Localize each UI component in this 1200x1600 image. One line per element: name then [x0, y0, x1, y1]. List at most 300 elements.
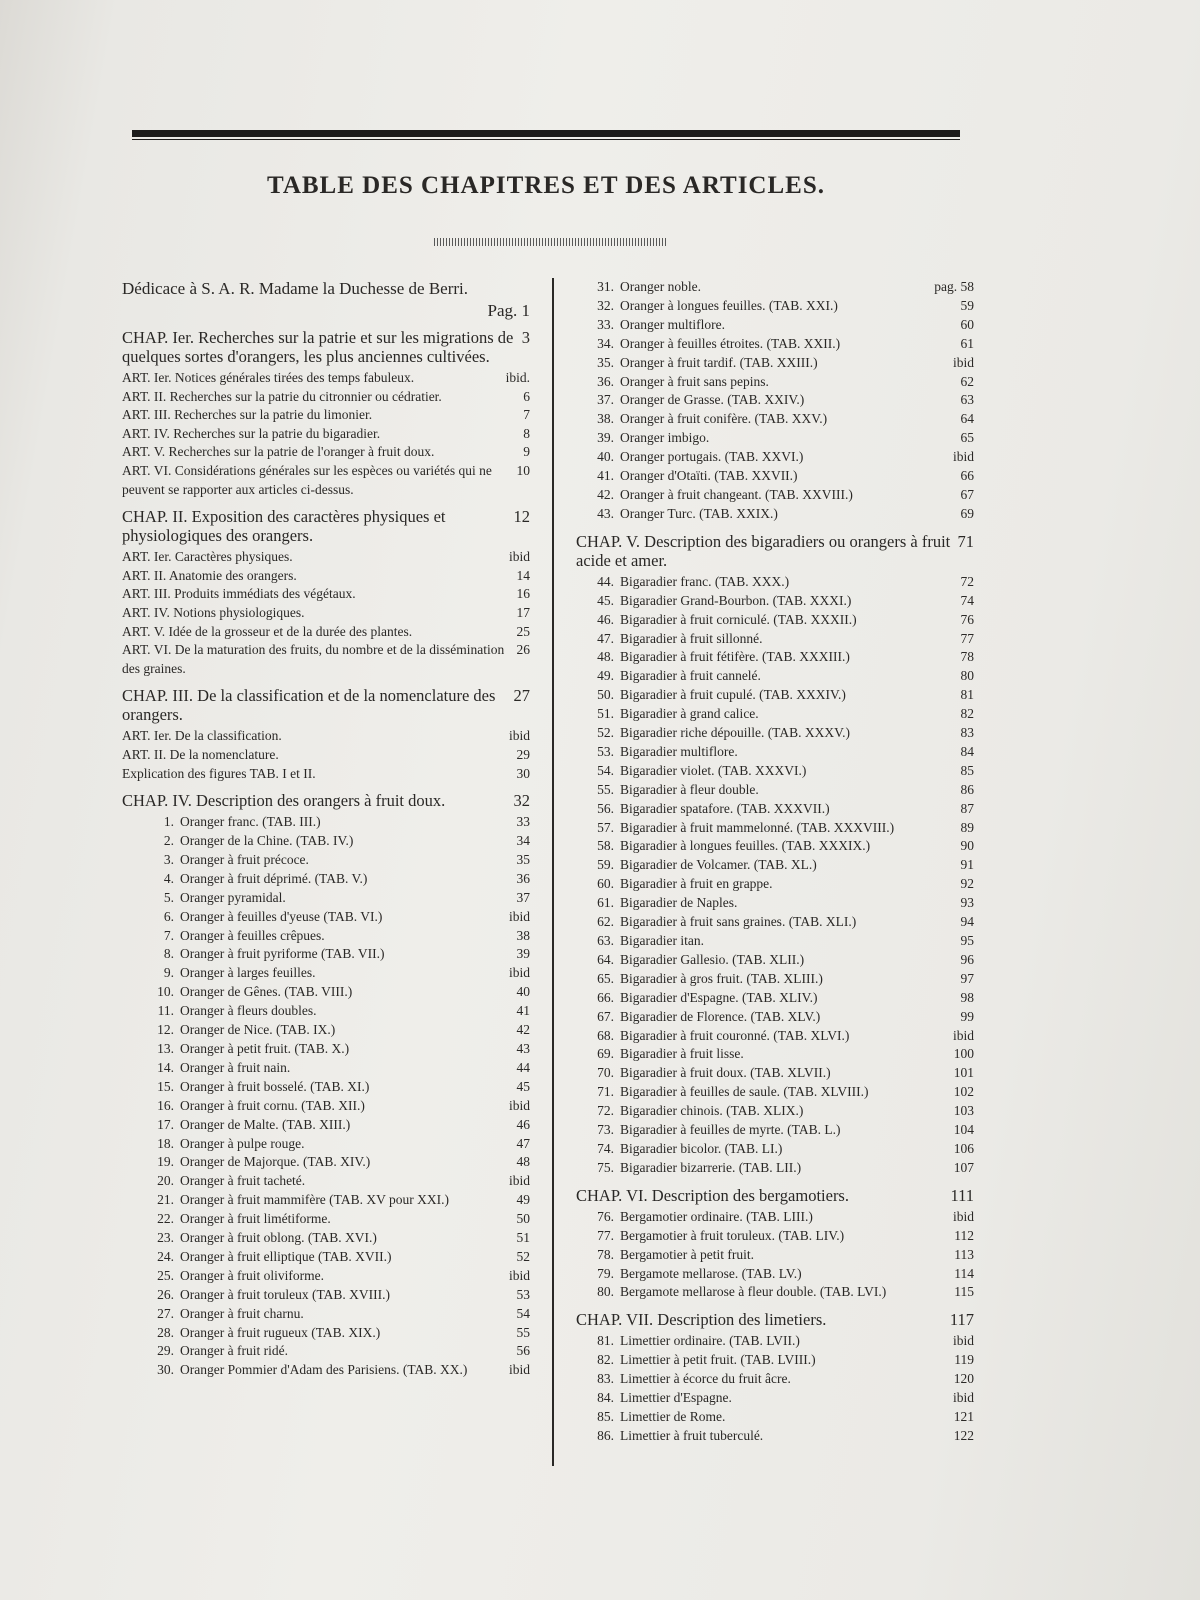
- list-item: [576, 1283, 974, 1302]
- entry-number: 8.: [163, 946, 174, 962]
- entry-number: 61.: [597, 895, 614, 911]
- entry-text: Bigaradier à longues feuilles. (TAB. XXXIX.): [620, 838, 871, 854]
- article-entry: [122, 641, 530, 678]
- entry-number: 17.: [157, 1116, 174, 1132]
- entry-page: 55: [516, 1324, 530, 1340]
- entry-number: 73.: [597, 1122, 614, 1138]
- entry-page: ibid: [508, 908, 530, 924]
- entry-number: 74.: [597, 1140, 614, 1156]
- list-item: [576, 410, 974, 429]
- article-entry-page: 7: [523, 407, 530, 423]
- entry-text: Oranger à fruit déprimé. (TAB. V.): [180, 870, 368, 886]
- article-entry: [122, 443, 530, 462]
- article-entry-page: 30: [516, 765, 530, 781]
- entry-text: Bigaradier itan.: [620, 933, 704, 948]
- entry-text: Bergamotier ordinaire. (TAB. LIII.): [620, 1208, 813, 1224]
- entry-number: 31.: [597, 279, 614, 294]
- entry-text: Oranger franc. (TAB. III.): [180, 814, 321, 830]
- entry-number: 33.: [597, 316, 614, 332]
- dedicace-page: Pag. 1: [487, 301, 530, 320]
- chap6-entries: [576, 1208, 974, 1303]
- entry-text: Bigaradier à fruit corniculé. (TAB. XXXII.): [620, 611, 857, 627]
- entry-number: 35.: [597, 354, 614, 370]
- chapter-heading: [122, 686, 530, 724]
- list-item: [576, 611, 974, 630]
- entry-text: Oranger de Malte. (TAB. XIII.): [180, 1116, 351, 1132]
- entry-page: 85: [960, 762, 974, 778]
- entry-number: 38.: [597, 411, 614, 427]
- entry-number: 16.: [157, 1097, 174, 1113]
- entry-page: ibid: [952, 1208, 974, 1224]
- list-item: [576, 391, 974, 410]
- entry-number: 82.: [597, 1352, 614, 1368]
- entry-page: 104: [953, 1122, 974, 1138]
- entry-text: Oranger à fruit limétiforme.: [180, 1211, 331, 1227]
- entry-page: 34: [516, 833, 530, 848]
- entry-page: 120: [953, 1371, 974, 1387]
- entry-page: 37: [516, 889, 530, 905]
- entry-page: 102: [953, 1084, 974, 1100]
- article-entry: [122, 746, 530, 765]
- chap5-page: 71: [957, 531, 974, 551]
- entry-number: 79.: [597, 1265, 614, 1281]
- list-item: [576, 467, 974, 486]
- entry-number: 68.: [597, 1027, 614, 1043]
- list-item: [576, 913, 974, 932]
- entry-number: 45.: [597, 592, 614, 608]
- chapter-heading-text: CHAP. Ier. Recherches sur la patrie et sur les migrations de quelques sortes d'orangers, les plus anciennes cultivées.: [122, 328, 514, 366]
- chapter-heading-page: 3: [521, 328, 530, 347]
- list-item: [136, 1021, 530, 1040]
- article-entry-page: 9: [523, 444, 530, 460]
- entry-page: 56: [516, 1343, 530, 1359]
- entry-text: Oranger d'Otaïti. (TAB. XXVII.): [620, 468, 798, 484]
- list-item: [136, 1097, 530, 1116]
- entry-page: 76: [960, 611, 974, 627]
- entry-number: 84.: [597, 1390, 614, 1406]
- chap7-page: 117: [949, 1310, 974, 1330]
- entry-page: ibid: [952, 1390, 974, 1406]
- list-item: [576, 1208, 974, 1227]
- entry-text: Oranger pyramidal.: [180, 889, 286, 905]
- entry-text: Limettier ordinaire. (TAB. LVII.): [620, 1333, 800, 1349]
- chapter-heading: [122, 791, 530, 810]
- list-item: [576, 894, 974, 913]
- entry-text: Oranger à fruit elliptique (TAB. XVII.): [180, 1248, 392, 1264]
- entry-text: Bigaradier à fruit sans graines. (TAB. XLI.): [620, 914, 857, 930]
- list-item: [136, 927, 530, 946]
- list-item: [576, 1121, 974, 1140]
- entry-text: Oranger Pommier d'Adam des Parisiens. (TAB. XX.): [180, 1362, 468, 1378]
- chap5-heading: [576, 532, 974, 570]
- entry-page: 78: [960, 649, 974, 665]
- page-title: TABLE DES CHAPITRES ET DES ARTICLES.: [267, 172, 825, 199]
- entry-number: 52.: [597, 725, 614, 741]
- entry-text: Oranger à fruit changeant. (TAB. XXVIII.): [620, 486, 853, 502]
- list-item: [136, 945, 530, 964]
- entry-text: Bigaradier à fruit lisse.: [620, 1046, 744, 1062]
- article-entry-page: 6: [523, 388, 530, 404]
- list-item: [576, 800, 974, 819]
- entry-number: 75.: [597, 1159, 614, 1175]
- entry-page: 91: [960, 857, 974, 873]
- article-entry-text: ART. III. Produits immédiats des végétaux.: [122, 586, 356, 602]
- list-item: [136, 1116, 530, 1135]
- entry-number: 72.: [597, 1103, 614, 1119]
- entry-number: 83.: [597, 1371, 614, 1387]
- entry-number: 26.: [157, 1286, 174, 1302]
- article-entry-page: 25: [516, 623, 530, 639]
- list-item: [576, 1102, 974, 1121]
- entry-number: 2.: [163, 833, 174, 848]
- entry-number: 60.: [597, 876, 614, 892]
- entry-page: 36: [516, 870, 530, 886]
- entry-text: Oranger à fruit oliviforme.: [180, 1267, 324, 1283]
- article-entry-page: 29: [516, 746, 530, 762]
- entry-page: 51: [516, 1230, 530, 1246]
- entry-number: 85.: [597, 1408, 614, 1424]
- entry-text: Oranger imbigo.: [620, 430, 710, 446]
- entry-number: 76.: [597, 1208, 614, 1224]
- list-item: [576, 743, 974, 762]
- list-item: [136, 1248, 530, 1267]
- entry-page: ibid: [508, 965, 530, 981]
- entry-page: 90: [960, 838, 974, 854]
- entry-text: Oranger à fruit toruleux (TAB. XVIII.): [180, 1286, 390, 1302]
- list-item: [136, 1078, 530, 1097]
- chap7-text: CHAP. VII. Description des limetiers.: [576, 1310, 827, 1330]
- top-rule-thin: [132, 139, 960, 140]
- chapter-heading-page: 32: [513, 791, 530, 811]
- entry-page: 64: [960, 411, 974, 427]
- entry-page: ibid: [952, 354, 974, 370]
- entry-number: 66.: [597, 989, 614, 1005]
- article-entry-text: ART. II. Anatomie des orangers.: [122, 567, 297, 583]
- entry-number: 28.: [157, 1324, 174, 1340]
- entry-text: Bigaradier franc. (TAB. XXX.): [620, 573, 790, 589]
- list-item: [136, 983, 530, 1002]
- entry-text: Oranger à pulpe rouge.: [180, 1135, 305, 1151]
- list-item: [576, 856, 974, 875]
- list-item: [576, 316, 974, 335]
- entry-number: 54.: [597, 762, 614, 778]
- entry-text: Oranger à fruit nain.: [180, 1059, 291, 1075]
- entry-page: 96: [960, 951, 974, 967]
- entry-number: 78.: [597, 1246, 614, 1262]
- list-item: [576, 1389, 974, 1408]
- list-item: [576, 819, 974, 838]
- article-entry-page: 8: [523, 425, 530, 441]
- list-item: [576, 686, 974, 705]
- entry-number: 13.: [157, 1040, 174, 1056]
- entry-page: 52: [516, 1248, 530, 1264]
- list-item: [136, 851, 530, 870]
- list-item: [576, 648, 974, 667]
- article-entry-text: ART. Ier. Notices générales tirées des temps fabuleux.: [122, 370, 415, 385]
- article-entry: [122, 604, 530, 623]
- entry-number: 58.: [597, 838, 614, 854]
- entry-number: 86.: [597, 1427, 614, 1443]
- entry-page: 113: [954, 1246, 974, 1262]
- entry-number: 39.: [597, 430, 614, 446]
- entry-number: 69.: [597, 1046, 614, 1062]
- entry-page: 42: [516, 1022, 530, 1038]
- entry-page: 59: [960, 297, 974, 313]
- article-entry: [122, 765, 530, 784]
- article-entry-page: 16: [516, 586, 530, 602]
- entry-number: 40.: [597, 449, 614, 465]
- entry-text: Bigaradier violet. (TAB. XXXVI.): [620, 762, 807, 778]
- article-entry-text: ART. IV. Recherches sur la patrie du bigaradier.: [122, 425, 381, 441]
- right-column: [576, 278, 974, 1446]
- list-item: [576, 1083, 974, 1102]
- entry-page: 106: [953, 1140, 974, 1156]
- entry-page: 41: [516, 1003, 530, 1019]
- list-item: [576, 448, 974, 467]
- entry-number: 48.: [597, 649, 614, 665]
- entry-page: 77: [960, 630, 974, 646]
- list-item: [576, 1408, 974, 1427]
- list-item: [576, 875, 974, 894]
- list-item: [136, 832, 530, 851]
- list-item: [576, 1008, 974, 1027]
- entry-text: Limettier de Rome.: [620, 1408, 726, 1424]
- list-item: [576, 592, 974, 611]
- chap6-page: 111: [950, 1185, 974, 1205]
- entry-text: Oranger à larges feuilles.: [180, 965, 316, 981]
- entry-page: 94: [960, 914, 974, 930]
- entry-number: 21.: [157, 1192, 174, 1208]
- entry-text: Oranger à petit fruit. (TAB. X.): [180, 1040, 350, 1056]
- article-entry: [122, 388, 530, 407]
- entry-number: 20.: [157, 1173, 174, 1189]
- entry-page: 89: [960, 819, 974, 835]
- entry-page: 48: [516, 1154, 530, 1170]
- entry-text: Bigaradier à feuilles de myrte. (TAB. L.): [620, 1122, 841, 1138]
- entry-page: 121: [953, 1408, 974, 1424]
- entry-page: 63: [960, 392, 974, 408]
- entry-page: 87: [960, 800, 974, 816]
- entry-number: 9.: [163, 965, 174, 981]
- entry-text: Bigaradier Grand-Bourbon. (TAB. XXXI.): [620, 592, 852, 608]
- article-entry-text: ART. VI. Considérations générales sur les espèces ou variétés qui ne peuvent se rapporter aux articles ci-dessus.: [122, 462, 492, 497]
- article-entry-page: 14: [516, 567, 530, 583]
- entry-text: Bigaradier de Volcamer. (TAB. XL.): [620, 857, 817, 873]
- entry-page: 40: [516, 984, 530, 1000]
- entry-page: 43: [516, 1040, 530, 1056]
- list-item: [136, 1153, 530, 1172]
- list-item: [576, 724, 974, 743]
- entry-number: 1.: [163, 814, 174, 830]
- list-item: [576, 762, 974, 781]
- list-item: [576, 705, 974, 724]
- chap6-heading: [576, 1186, 974, 1205]
- article-entry-page: ibid: [508, 549, 530, 565]
- entry-text: Oranger de Nice. (TAB. IX.): [180, 1022, 336, 1038]
- list-item: [136, 1342, 530, 1361]
- entry-text: Bigaradier à feuilles de saule. (TAB. XLVIII.): [620, 1084, 869, 1100]
- article-entry-text: Explication des figures TAB. I et II.: [122, 765, 316, 781]
- entry-page: 99: [960, 1008, 974, 1024]
- chap4-entries-continued: [576, 278, 974, 524]
- entry-page: 98: [960, 989, 974, 1005]
- entry-text: Oranger à fruit tardif. (TAB. XXIII.): [620, 354, 818, 370]
- list-item: [136, 1040, 530, 1059]
- list-item: [576, 429, 974, 448]
- article-entry-page: ibid: [508, 728, 530, 744]
- entry-number: 56.: [597, 800, 614, 816]
- article-entry-text: ART. Ier. De la classification.: [122, 728, 282, 744]
- entry-number: 46.: [597, 611, 614, 627]
- list-item: [136, 1210, 530, 1229]
- entry-page: 86: [960, 781, 974, 797]
- entry-page: 50: [516, 1211, 530, 1227]
- list-item: [576, 1140, 974, 1159]
- article-entry: [122, 369, 530, 388]
- title-ornament: [434, 238, 666, 246]
- entry-text: Bigaradier multiflore.: [620, 743, 738, 759]
- entry-text: Oranger multiflore.: [620, 316, 725, 332]
- dedicace-entry: [122, 278, 530, 322]
- entry-page: 66: [960, 468, 974, 484]
- entry-text: Limettier d'Espagne.: [620, 1390, 732, 1406]
- entry-text: Oranger à fruit oblong. (TAB. XVI.): [180, 1230, 377, 1246]
- entry-text: Bigaradier de Florence. (TAB. XLV.): [620, 1008, 821, 1024]
- article-entry-text: ART. III. Recherches sur la patrie du limonier.: [122, 407, 373, 423]
- entry-number: 57.: [597, 819, 614, 835]
- entry-number: 34.: [597, 335, 614, 351]
- entry-number: 51.: [597, 706, 614, 722]
- entry-page: ibid: [952, 449, 974, 465]
- entry-text: Bigaradier à fruit couronné. (TAB. XLVI.): [620, 1027, 850, 1043]
- entry-text: Bigaradier d'Espagne. (TAB. XLIV.): [620, 989, 818, 1005]
- entry-text: Oranger à fruit cornu. (TAB. XII.): [180, 1097, 365, 1113]
- entry-page: 83: [960, 725, 974, 741]
- list-item: [136, 1135, 530, 1154]
- entry-text: Oranger à fruit bosselé. (TAB. XI.): [180, 1078, 370, 1094]
- entry-text: Oranger à fruit sans pepins.: [620, 373, 769, 389]
- column-divider: [552, 278, 554, 1466]
- entry-page: 119: [954, 1352, 974, 1368]
- entry-number: 50.: [597, 687, 614, 703]
- list-item: [576, 1045, 974, 1064]
- entry-text: Oranger à fruit mammifère (TAB. XV pour XXI.): [180, 1192, 449, 1208]
- list-item: [136, 1361, 530, 1380]
- list-item: [576, 354, 974, 373]
- entry-number: 41.: [597, 468, 614, 484]
- entry-text: Bigaradier bicolor. (TAB. LI.): [620, 1140, 783, 1156]
- entry-number: 18.: [157, 1135, 174, 1151]
- entry-text: Oranger à fruit charnu.: [180, 1305, 304, 1321]
- list-item: [576, 1027, 974, 1046]
- entry-number: 59.: [597, 857, 614, 873]
- entry-page: 92: [960, 876, 974, 892]
- article-entry-text: ART. V. Recherches sur la patrie de l'oranger à fruit doux.: [122, 444, 435, 460]
- entry-number: 3.: [163, 851, 174, 867]
- entry-page: 44: [516, 1059, 530, 1075]
- entry-number: 70.: [597, 1065, 614, 1081]
- entry-number: 43.: [597, 505, 614, 521]
- article-entry-page: ibid.: [505, 370, 530, 385]
- entry-text: Oranger à feuilles crêpues.: [180, 927, 325, 943]
- entry-page: 69: [960, 505, 974, 521]
- entry-page: 101: [953, 1065, 974, 1081]
- entry-number: 64.: [597, 951, 614, 967]
- entry-text: Limettier à petit fruit. (TAB. LVIII.): [620, 1352, 816, 1368]
- entry-page: 62: [960, 373, 974, 389]
- chapter-heading: [122, 507, 530, 545]
- entry-text: Oranger de la Chine. (TAB. IV.): [180, 833, 354, 848]
- entry-page: 107: [953, 1159, 974, 1175]
- list-item: [576, 1227, 974, 1246]
- entry-number: 29.: [157, 1343, 174, 1359]
- article-entry: [122, 585, 530, 604]
- entry-number: 67.: [597, 1008, 614, 1024]
- entry-number: 10.: [157, 984, 174, 1000]
- entry-page: ibid: [508, 1362, 530, 1378]
- entry-text: Bigaradier Gallesio. (TAB. XLII.): [620, 951, 805, 967]
- entry-text: Bigaradier spatafore. (TAB. XXXVII.): [620, 800, 830, 816]
- article-entry: [122, 623, 530, 642]
- entry-page: 39: [516, 946, 530, 962]
- entry-number: 24.: [157, 1248, 174, 1264]
- entry-page: 81: [960, 687, 974, 703]
- entry-page: 47: [516, 1135, 530, 1151]
- chap5-entries: [576, 573, 974, 1178]
- entry-number: 32.: [597, 297, 614, 313]
- dedicace-text: Dédicace à S. A. R. Madame la Duchesse de Berri.: [122, 279, 469, 298]
- entry-number: 12.: [157, 1022, 174, 1038]
- entry-page: 114: [954, 1265, 974, 1281]
- entry-number: 65.: [597, 970, 614, 986]
- entry-number: 55.: [597, 781, 614, 797]
- list-item: [136, 1229, 530, 1248]
- chapter-heading-text: CHAP. III. De la classification et de la nomenclature des orangers.: [122, 686, 496, 725]
- entry-text: Bigaradier à fruit fétifère. (TAB. XXXIII.): [620, 649, 850, 665]
- entry-page: 33: [516, 814, 530, 830]
- top-rule: [132, 130, 960, 137]
- list-item: [576, 970, 974, 989]
- chapter-heading: [122, 328, 530, 366]
- entry-page: 61: [960, 335, 974, 351]
- entry-number: 23.: [157, 1230, 174, 1246]
- list-item: [576, 989, 974, 1008]
- list-item: [576, 1370, 974, 1389]
- entry-page: 54: [516, 1305, 530, 1321]
- entry-number: 80.: [597, 1284, 614, 1300]
- article-entry: [122, 425, 530, 444]
- article-entry-page: 17: [516, 604, 530, 620]
- left-toc-blocks: [122, 328, 530, 810]
- entry-text: Bigaradier à fruit en grappe.: [620, 876, 773, 892]
- entry-page: 112: [954, 1227, 974, 1243]
- entry-page: 60: [960, 316, 974, 332]
- entry-number: 7.: [163, 927, 174, 943]
- article-entry: [122, 567, 530, 586]
- entry-text: Oranger à longues feuilles. (TAB. XXI.): [620, 297, 838, 313]
- entry-text: Bigaradier chinois. (TAB. XLIX.): [620, 1103, 804, 1119]
- entry-page: 67: [960, 486, 974, 502]
- entry-text: Bigaradier de Naples.: [620, 895, 738, 911]
- list-item: [136, 1191, 530, 1210]
- list-item: [136, 813, 530, 832]
- list-item: [576, 1351, 974, 1370]
- article-entry: [122, 727, 530, 746]
- entry-text: Oranger à fruit ridé.: [180, 1343, 288, 1359]
- entry-number: 47.: [597, 630, 614, 646]
- entry-number: 19.: [157, 1154, 174, 1170]
- entry-number: 6.: [163, 908, 174, 924]
